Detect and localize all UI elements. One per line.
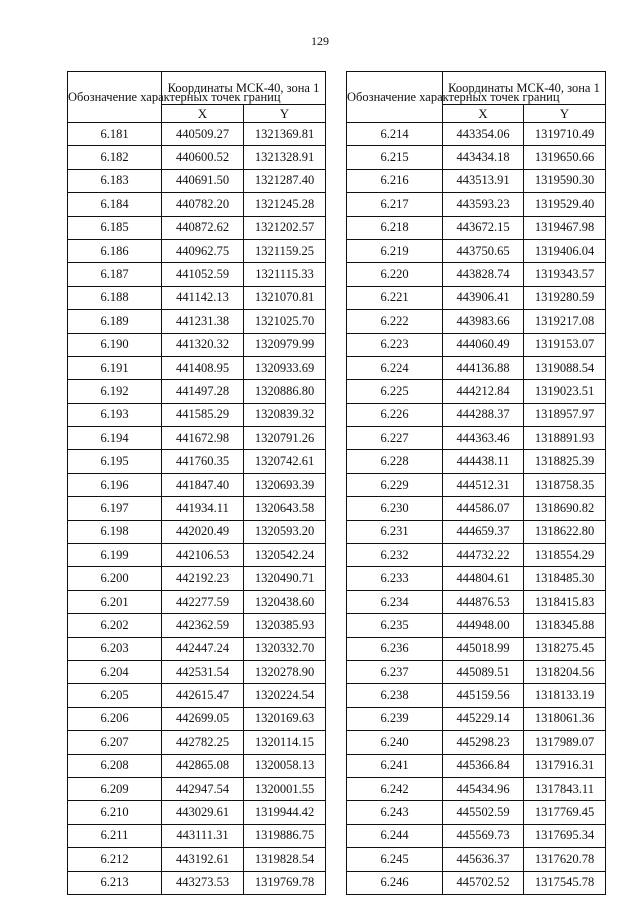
x-coordinate-cell: 441672.98 (162, 427, 244, 450)
y-coordinate-cell: 1319217.08 (524, 310, 606, 333)
point-id-cell: 6.244 (347, 824, 443, 847)
x-coordinate-cell: 445502.59 (443, 801, 524, 824)
point-id-cell: 6.186 (68, 239, 162, 262)
x-coordinate-cell: 442020.49 (162, 520, 244, 543)
point-id-cell: 6.228 (347, 450, 443, 473)
point-id-cell: 6.201 (68, 590, 162, 613)
y-coordinate-cell: 1319088.54 (524, 356, 606, 379)
point-id-cell: 6.185 (68, 216, 162, 239)
y-coordinate-cell: 1318133.19 (524, 684, 606, 707)
y-coordinate-cell: 1317989.07 (524, 731, 606, 754)
y-coordinate-cell: 1318415.83 (524, 590, 606, 613)
y-coordinate-cell: 1317620.78 (524, 848, 606, 871)
table-row (347, 216, 606, 239)
point-id-cell: 6.205 (68, 684, 162, 707)
y-coordinate-cell: 1319590.30 (524, 169, 606, 192)
x-coordinate-cell: 444363.46 (443, 427, 524, 450)
y-coordinate-cell: 1319529.40 (524, 193, 606, 216)
point-id-cell: 6.237 (347, 660, 443, 683)
x-coordinate-cell: 440509.27 (162, 123, 244, 146)
x-coordinate-cell: 443593.23 (443, 193, 524, 216)
table-row (347, 801, 606, 824)
x-coordinate-cell: 441760.35 (162, 450, 244, 473)
point-id-cell: 6.231 (347, 520, 443, 543)
x-coordinate-cell: 444804.61 (443, 567, 524, 590)
point-id-cell: 6.226 (347, 403, 443, 426)
y-coordinate-cell: 1319886.75 (244, 824, 326, 847)
table-row (347, 380, 606, 403)
x-coordinate-cell: 442447.24 (162, 637, 244, 660)
table-row (347, 427, 606, 450)
point-id-cell: 6.209 (68, 777, 162, 800)
y-coordinate-cell: 1319467.98 (524, 216, 606, 239)
x-coordinate-cell: 445159.56 (443, 684, 524, 707)
table-row (68, 754, 326, 777)
point-id-cell: 6.204 (68, 660, 162, 683)
table-row (347, 123, 606, 146)
point-id-cell: 6.232 (347, 544, 443, 567)
table-row (347, 356, 606, 379)
x-coordinate-cell: 442362.59 (162, 614, 244, 637)
point-id-cell: 6.192 (68, 380, 162, 403)
x-coordinate-cell: 442615.47 (162, 684, 244, 707)
x-coordinate-cell: 442865.08 (162, 754, 244, 777)
point-id-cell: 6.220 (347, 263, 443, 286)
x-coordinate-cell: 444732.22 (443, 544, 524, 567)
table-row (347, 871, 606, 894)
table-row (68, 637, 326, 660)
x-coordinate-cell: 442531.54 (162, 660, 244, 683)
y-coordinate-cell: 1320169.63 (244, 707, 326, 730)
x-coordinate-cell: 444438.11 (443, 450, 524, 473)
x-coordinate-cell: 443983.66 (443, 310, 524, 333)
x-coordinate-cell: 444288.37 (443, 403, 524, 426)
point-id-cell: 6.196 (68, 473, 162, 496)
x-coordinate-cell: 440962.75 (162, 239, 244, 262)
header-x: X (162, 105, 244, 123)
y-coordinate-cell: 1319023.51 (524, 380, 606, 403)
y-coordinate-cell: 1318758.35 (524, 473, 606, 496)
table-row (68, 614, 326, 637)
point-id-cell: 6.183 (68, 169, 162, 192)
table-row (68, 380, 326, 403)
point-id-cell: 6.191 (68, 356, 162, 379)
table-row (347, 239, 606, 262)
x-coordinate-cell: 445018.99 (443, 637, 524, 660)
table-row (347, 263, 606, 286)
table-row (347, 614, 606, 637)
y-coordinate-cell: 1319944.42 (244, 801, 326, 824)
y-coordinate-cell: 1319769.78 (244, 871, 326, 894)
y-coordinate-cell: 1318957.97 (524, 403, 606, 426)
point-id-cell: 6.235 (347, 614, 443, 637)
y-coordinate-cell: 1318485.30 (524, 567, 606, 590)
table-row (68, 427, 326, 450)
x-coordinate-cell: 443192.61 (162, 848, 244, 871)
y-coordinate-cell: 1320542.24 (244, 544, 326, 567)
point-id-cell: 6.210 (68, 801, 162, 824)
point-id-cell: 6.217 (347, 193, 443, 216)
point-id-cell: 6.198 (68, 520, 162, 543)
coordinates-table-right (346, 71, 606, 895)
x-coordinate-cell: 445366.84 (443, 754, 524, 777)
table-row (347, 333, 606, 356)
point-id-cell: 6.218 (347, 216, 443, 239)
point-id-cell: 6.216 (347, 169, 443, 192)
table-row (347, 286, 606, 309)
point-id-cell: 6.245 (347, 848, 443, 871)
x-coordinate-cell: 445089.51 (443, 660, 524, 683)
point-id-cell: 6.225 (347, 380, 443, 403)
point-id-cell: 6.215 (347, 146, 443, 169)
x-coordinate-cell: 443354.06 (443, 123, 524, 146)
y-coordinate-cell: 1321070.81 (244, 286, 326, 309)
y-coordinate-cell: 1318891.93 (524, 427, 606, 450)
y-coordinate-cell: 1320643.58 (244, 497, 326, 520)
table-row (68, 146, 326, 169)
table-row (347, 777, 606, 800)
y-coordinate-cell: 1317545.78 (524, 871, 606, 894)
y-coordinate-cell: 1317695.34 (524, 824, 606, 847)
x-coordinate-cell: 444586.07 (443, 497, 524, 520)
table-row (68, 660, 326, 683)
x-coordinate-cell: 442782.25 (162, 731, 244, 754)
point-id-cell: 6.238 (347, 684, 443, 707)
table-row (347, 567, 606, 590)
table-row (347, 731, 606, 754)
x-coordinate-cell: 441934.11 (162, 497, 244, 520)
x-coordinate-cell: 442192.23 (162, 567, 244, 590)
x-coordinate-cell: 444212.84 (443, 380, 524, 403)
header-coord-system: Координаты МСК-40, зона 1 (162, 72, 326, 105)
point-id-cell: 6.189 (68, 310, 162, 333)
table-row (68, 193, 326, 216)
point-id-cell: 6.223 (347, 333, 443, 356)
table-row (68, 310, 326, 333)
point-id-cell: 6.181 (68, 123, 162, 146)
table-row (68, 824, 326, 847)
table-row (68, 450, 326, 473)
y-coordinate-cell: 1320438.60 (244, 590, 326, 613)
point-id-cell: 6.184 (68, 193, 162, 216)
point-id-cell: 6.194 (68, 427, 162, 450)
point-id-cell: 6.221 (347, 286, 443, 309)
y-coordinate-cell: 1320593.20 (244, 520, 326, 543)
y-coordinate-cell: 1317769.45 (524, 801, 606, 824)
y-coordinate-cell: 1318825.39 (524, 450, 606, 473)
y-coordinate-cell: 1320385.93 (244, 614, 326, 637)
y-coordinate-cell: 1321159.25 (244, 239, 326, 262)
x-coordinate-cell: 443672.15 (443, 216, 524, 239)
table-row (68, 590, 326, 613)
y-coordinate-cell: 1320742.61 (244, 450, 326, 473)
table-row (347, 497, 606, 520)
x-coordinate-cell: 445229.14 (443, 707, 524, 730)
point-id-cell: 6.187 (68, 263, 162, 286)
table-row (68, 801, 326, 824)
coordinates-table-left (67, 71, 326, 895)
table-row (68, 684, 326, 707)
x-coordinate-cell: 443906.41 (443, 286, 524, 309)
point-id-cell: 6.182 (68, 146, 162, 169)
table-row (347, 637, 606, 660)
x-coordinate-cell: 441497.28 (162, 380, 244, 403)
point-id-cell: 6.195 (68, 450, 162, 473)
x-coordinate-cell: 443434.18 (443, 146, 524, 169)
x-coordinate-cell: 440600.52 (162, 146, 244, 169)
table-row (68, 169, 326, 192)
point-id-cell: 6.199 (68, 544, 162, 567)
table-row (68, 263, 326, 286)
header-y: Y (244, 105, 326, 123)
point-id-cell: 6.200 (68, 567, 162, 590)
x-coordinate-cell: 441847.40 (162, 473, 244, 496)
point-id-cell: 6.213 (68, 871, 162, 894)
table-row (347, 310, 606, 333)
y-coordinate-cell: 1320332.70 (244, 637, 326, 660)
x-coordinate-cell: 444659.37 (443, 520, 524, 543)
y-coordinate-cell: 1321025.70 (244, 310, 326, 333)
point-id-cell: 6.193 (68, 403, 162, 426)
point-id-cell: 6.188 (68, 286, 162, 309)
x-coordinate-cell: 440782.20 (162, 193, 244, 216)
point-id-cell: 6.229 (347, 473, 443, 496)
point-id-cell: 6.240 (347, 731, 443, 754)
point-id-cell: 6.233 (347, 567, 443, 590)
table-row (347, 848, 606, 871)
x-coordinate-cell: 445434.96 (443, 777, 524, 800)
point-id-cell: 6.197 (68, 497, 162, 520)
point-id-cell: 6.243 (347, 801, 443, 824)
x-coordinate-cell: 442699.05 (162, 707, 244, 730)
point-id-cell: 6.208 (68, 754, 162, 777)
y-coordinate-cell: 1319280.59 (524, 286, 606, 309)
y-coordinate-cell: 1320224.54 (244, 684, 326, 707)
y-coordinate-cell: 1320058.13 (244, 754, 326, 777)
y-coordinate-cell: 1318345.88 (524, 614, 606, 637)
point-id-cell: 6.211 (68, 824, 162, 847)
x-coordinate-cell: 443273.53 (162, 871, 244, 894)
point-id-cell: 6.202 (68, 614, 162, 637)
x-coordinate-cell: 441052.59 (162, 263, 244, 286)
y-coordinate-cell: 1318554.29 (524, 544, 606, 567)
point-id-cell: 6.206 (68, 707, 162, 730)
y-coordinate-cell: 1321245.28 (244, 193, 326, 216)
table-row (68, 544, 326, 567)
y-coordinate-cell: 1318204.56 (524, 660, 606, 683)
table-row (347, 544, 606, 567)
point-id-cell: 6.190 (68, 333, 162, 356)
x-coordinate-cell: 441408.95 (162, 356, 244, 379)
x-coordinate-cell: 442106.53 (162, 544, 244, 567)
table-row (347, 824, 606, 847)
y-coordinate-cell: 1320886.80 (244, 380, 326, 403)
point-id-cell: 6.214 (347, 123, 443, 146)
table-row (347, 450, 606, 473)
y-coordinate-cell: 1321287.40 (244, 169, 326, 192)
table-row (68, 848, 326, 871)
y-coordinate-cell: 1320490.71 (244, 567, 326, 590)
x-coordinate-cell: 443513.91 (443, 169, 524, 192)
x-coordinate-cell: 443750.65 (443, 239, 524, 262)
y-coordinate-cell: 1320114.15 (244, 731, 326, 754)
table-row (68, 520, 326, 543)
y-coordinate-cell: 1320839.32 (244, 403, 326, 426)
table-row (68, 333, 326, 356)
header-x: X (443, 105, 524, 123)
table-row (68, 777, 326, 800)
y-coordinate-cell: 1319650.66 (524, 146, 606, 169)
y-coordinate-cell: 1318690.82 (524, 497, 606, 520)
x-coordinate-cell: 445636.37 (443, 848, 524, 871)
table-row (347, 146, 606, 169)
table-row (347, 169, 606, 192)
x-coordinate-cell: 443029.61 (162, 801, 244, 824)
table-row (68, 707, 326, 730)
table-row (347, 707, 606, 730)
point-id-cell: 6.219 (347, 239, 443, 262)
y-coordinate-cell: 1320278.90 (244, 660, 326, 683)
y-coordinate-cell: 1320933.69 (244, 356, 326, 379)
table-row (68, 356, 326, 379)
table-row (68, 497, 326, 520)
y-coordinate-cell: 1321328.91 (244, 146, 326, 169)
x-coordinate-cell: 440872.62 (162, 216, 244, 239)
point-id-cell: 6.239 (347, 707, 443, 730)
table-row (68, 216, 326, 239)
point-id-cell: 6.241 (347, 754, 443, 777)
x-coordinate-cell: 445702.52 (443, 871, 524, 894)
x-coordinate-cell: 441142.13 (162, 286, 244, 309)
point-id-cell: 6.246 (347, 871, 443, 894)
x-coordinate-cell: 442277.59 (162, 590, 244, 613)
x-coordinate-cell: 441231.38 (162, 310, 244, 333)
table-row (347, 754, 606, 777)
point-id-cell: 6.236 (347, 637, 443, 660)
point-id-cell: 6.207 (68, 731, 162, 754)
table-row (68, 403, 326, 426)
table-row (347, 473, 606, 496)
point-id-cell: 6.242 (347, 777, 443, 800)
y-coordinate-cell: 1317843.11 (524, 777, 606, 800)
table-row (347, 660, 606, 683)
x-coordinate-cell: 444060.49 (443, 333, 524, 356)
y-coordinate-cell: 1319343.57 (524, 263, 606, 286)
point-id-cell: 6.227 (347, 427, 443, 450)
table-row (68, 731, 326, 754)
x-coordinate-cell: 443828.74 (443, 263, 524, 286)
y-coordinate-cell: 1321369.81 (244, 123, 326, 146)
x-coordinate-cell: 444512.31 (443, 473, 524, 496)
header-y: Y (524, 105, 606, 123)
table-row (347, 193, 606, 216)
y-coordinate-cell: 1320001.55 (244, 777, 326, 800)
y-coordinate-cell: 1321202.57 (244, 216, 326, 239)
table-row (347, 684, 606, 707)
x-coordinate-cell: 444948.00 (443, 614, 524, 637)
point-id-cell: 6.212 (68, 848, 162, 871)
y-coordinate-cell: 1320693.39 (244, 473, 326, 496)
y-coordinate-cell: 1319828.54 (244, 848, 326, 871)
header-coord-system: Координаты МСК-40, зона 1 (443, 72, 606, 105)
table-body (347, 123, 606, 895)
x-coordinate-cell: 440691.50 (162, 169, 244, 192)
point-id-cell: 6.230 (347, 497, 443, 520)
table-row (347, 403, 606, 426)
table-row (347, 520, 606, 543)
table-row (68, 123, 326, 146)
x-coordinate-cell: 445298.23 (443, 731, 524, 754)
y-coordinate-cell: 1320791.26 (244, 427, 326, 450)
table-row (68, 473, 326, 496)
y-coordinate-cell: 1317916.31 (524, 754, 606, 777)
point-id-cell: 6.224 (347, 356, 443, 379)
header-designation: Обозначение характерных точек границ (347, 72, 443, 123)
y-coordinate-cell: 1319710.49 (524, 123, 606, 146)
y-coordinate-cell: 1319406.04 (524, 239, 606, 262)
table-row (68, 239, 326, 262)
header-designation: Обозначение характерных точек границ (68, 72, 162, 123)
x-coordinate-cell: 444876.53 (443, 590, 524, 613)
point-id-cell: 6.203 (68, 637, 162, 660)
table-row (68, 567, 326, 590)
y-coordinate-cell: 1318061.36 (524, 707, 606, 730)
y-coordinate-cell: 1318622.80 (524, 520, 606, 543)
x-coordinate-cell: 444136.88 (443, 356, 524, 379)
y-coordinate-cell: 1321115.33 (244, 263, 326, 286)
table-row (347, 590, 606, 613)
x-coordinate-cell: 442947.54 (162, 777, 244, 800)
table-row (68, 286, 326, 309)
y-coordinate-cell: 1320979.99 (244, 333, 326, 356)
x-coordinate-cell: 441585.29 (162, 403, 244, 426)
y-coordinate-cell: 1318275.45 (524, 637, 606, 660)
x-coordinate-cell: 443111.31 (162, 824, 244, 847)
table-row (68, 871, 326, 894)
table-body (68, 123, 326, 895)
y-coordinate-cell: 1319153.07 (524, 333, 606, 356)
x-coordinate-cell: 445569.73 (443, 824, 524, 847)
x-coordinate-cell: 441320.32 (162, 333, 244, 356)
point-id-cell: 6.222 (347, 310, 443, 333)
point-id-cell: 6.234 (347, 590, 443, 613)
page-number: 129 (311, 34, 329, 48)
